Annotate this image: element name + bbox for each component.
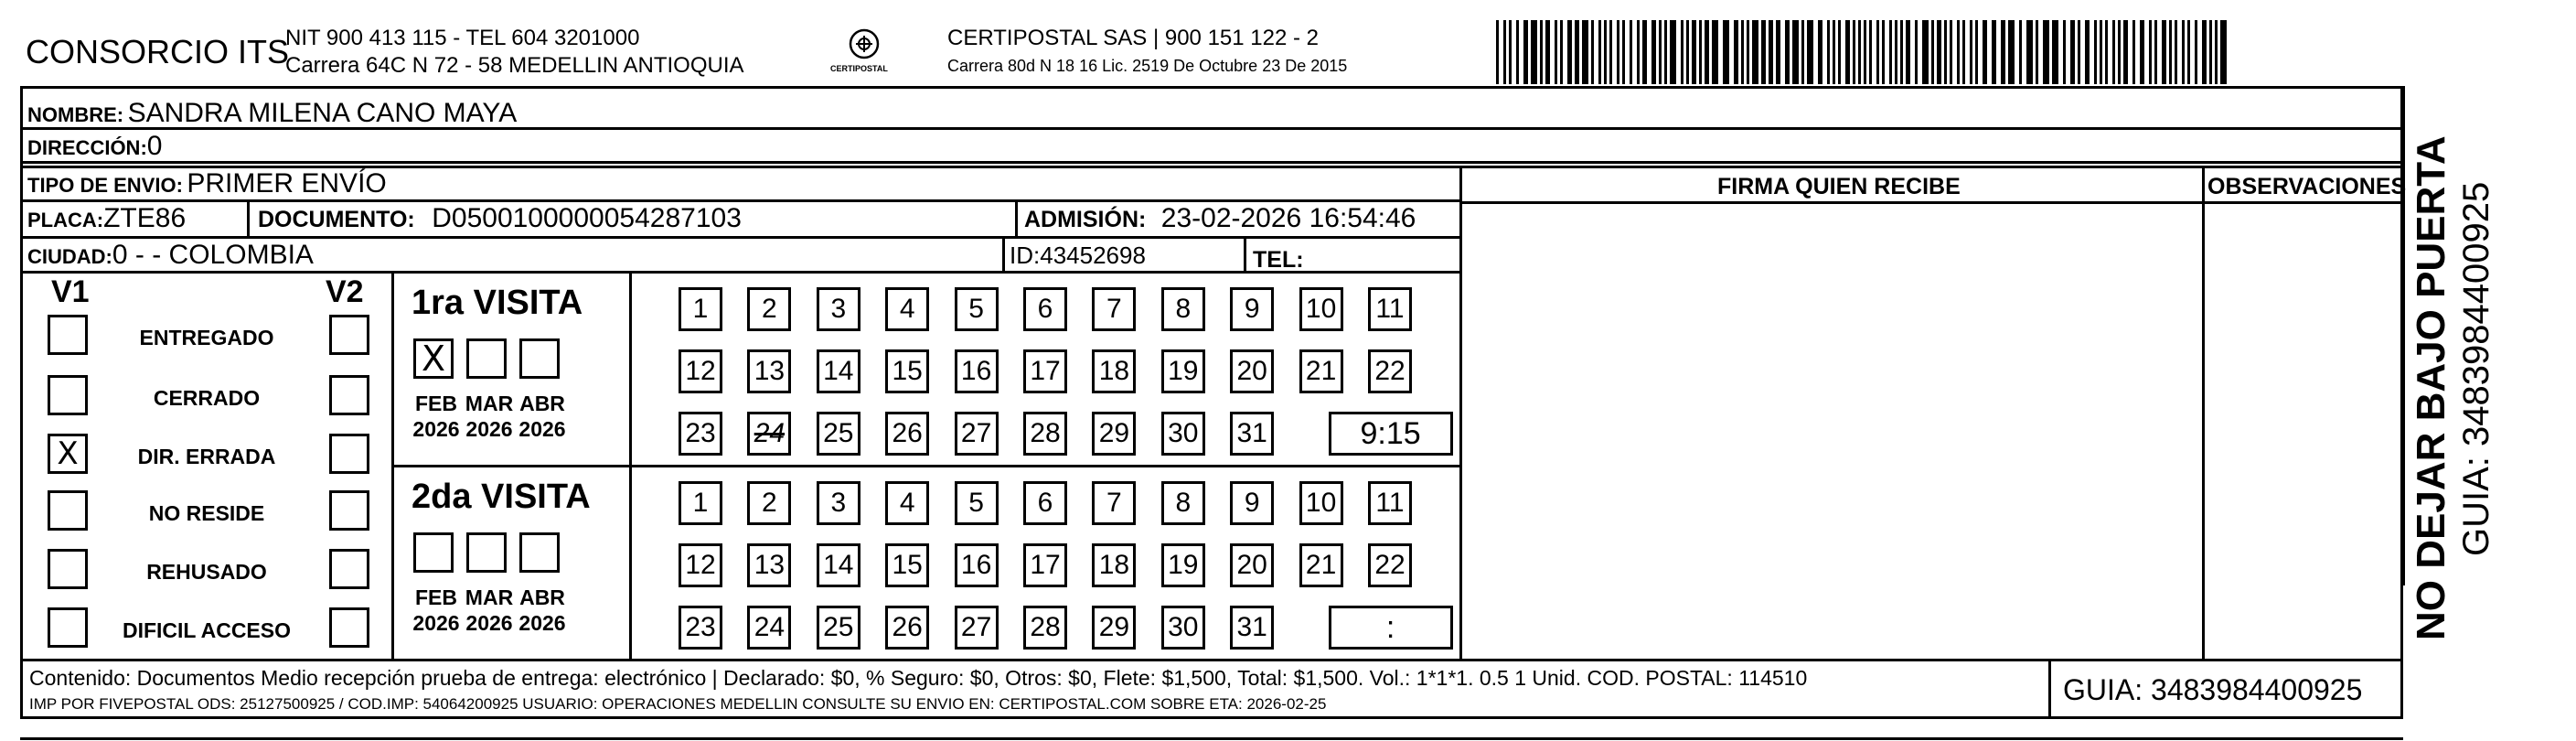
- barcode-bar: [1962, 20, 1965, 84]
- day-cell[interactable]: 2: [747, 481, 791, 525]
- company-name: CONSORCIO ITS: [26, 33, 290, 70]
- barcode-bar: [1692, 20, 1696, 84]
- barcode-bar: [1970, 20, 1972, 84]
- day-cell[interactable]: 4: [885, 287, 929, 331]
- row-line: [20, 271, 1459, 274]
- company-info-line1: NIT 900 413 115 - TEL 604 3201000: [285, 26, 640, 50]
- day-cell[interactable]: 27: [955, 412, 999, 456]
- day-cell[interactable]: 16: [955, 543, 999, 587]
- v2-label: V2: [326, 274, 364, 309]
- barcode-bar: [1944, 20, 1947, 84]
- barcode-bar: [1900, 20, 1903, 84]
- barcode-bar: [2100, 20, 2102, 84]
- day-cell[interactable]: 1: [679, 481, 722, 525]
- visit-divider: [391, 465, 1459, 467]
- day-cell[interactable]: 31: [1230, 412, 1274, 456]
- day-cell[interactable]: 20: [1230, 543, 1274, 587]
- day-cell[interactable]: 10: [1299, 481, 1343, 525]
- v2-checkbox[interactable]: [329, 375, 369, 415]
- barcode-bar: [1785, 20, 1790, 84]
- barcode-bar: [1705, 20, 1709, 84]
- id-value: 43452698: [1040, 242, 1146, 269]
- day-cell[interactable]: 14: [817, 349, 860, 393]
- barcode-bar: [1555, 20, 1557, 84]
- barcode-bar: [1845, 20, 1850, 84]
- tipo-envio-value: PRIMER ENVÍO: [187, 168, 387, 199]
- barcode-bar: [1604, 20, 1607, 84]
- barcode-bar: [1622, 20, 1625, 84]
- carrier-info-line1: CERTIPOSTAL SAS | 900 151 122 - 2: [947, 26, 1319, 50]
- day-cell[interactable]: 2: [747, 287, 791, 331]
- v1-checkbox[interactable]: [48, 549, 88, 589]
- certipostal-logo: [823, 26, 905, 82]
- cell-sep: [247, 199, 250, 236]
- strip-separator: [2402, 86, 2405, 585]
- barcode-bar: [1496, 20, 1499, 84]
- barcode-bar: [1531, 20, 1537, 84]
- month-checkbox-feb[interactable]: [413, 532, 454, 573]
- documento-value: D0500100000054287103: [432, 203, 742, 233]
- barcode-bar: [1630, 20, 1632, 84]
- day-cell[interactable]: 11: [1368, 287, 1412, 331]
- day-cell[interactable]: 21: [1299, 543, 1343, 587]
- month-year: 2026: [412, 611, 460, 635]
- barcode-bar: [2187, 20, 2190, 84]
- month-checkbox-feb[interactable]: X: [413, 338, 454, 379]
- v1-checkbox[interactable]: [48, 315, 88, 355]
- tel-label: TEL:: [1253, 247, 1304, 273]
- no-dejar-bajo-puerta: NO DEJAR BAJO PUERTA: [2409, 135, 2453, 640]
- cell-sep: [1015, 199, 1018, 236]
- barcode-bar: [1853, 20, 1855, 84]
- day-cell[interactable]: 27: [955, 606, 999, 650]
- barcode-bar: [1931, 20, 1934, 84]
- placa-label: PLACA:ZTE86: [27, 203, 187, 233]
- barcode-bar: [2094, 20, 2097, 84]
- barcode-bar: [2220, 20, 2227, 84]
- barcode-bar: [1957, 20, 1960, 84]
- nombre-value: SANDRA MILENA CANO MAYA: [127, 98, 518, 128]
- barcode-bar: [1801, 20, 1804, 84]
- month-name: FEB: [415, 585, 457, 609]
- barcode-bar: [1509, 20, 1512, 84]
- status-label: NO RESIDE: [148, 501, 265, 525]
- day-cell[interactable]: 11: [1368, 481, 1412, 525]
- barcode-bar: [2052, 20, 2058, 84]
- barcode-bar: [2175, 20, 2177, 84]
- barcode-bar: [2202, 20, 2207, 84]
- month-year: 2026: [518, 417, 566, 441]
- month-checkbox-mar[interactable]: [466, 532, 507, 573]
- month-name: ABR: [519, 585, 565, 609]
- day-cell[interactable]: 26: [885, 412, 929, 456]
- placa-value: ZTE86: [103, 203, 187, 233]
- day-cell[interactable]: 28: [1023, 606, 1067, 650]
- month-checkbox-abr[interactable]: [519, 532, 560, 573]
- day-cell[interactable]: 18: [1092, 543, 1136, 587]
- barcode-bar: [2118, 20, 2121, 84]
- barcode-bar: [1882, 20, 1885, 84]
- barcode-bar: [1540, 20, 1543, 84]
- day-cell[interactable]: 4: [885, 481, 929, 525]
- ciudad-label: CIUDAD:0 - - COLOMBIA: [27, 240, 314, 270]
- month-checkbox-mar[interactable]: [466, 338, 507, 379]
- day-cell[interactable]: 9: [1230, 481, 1274, 525]
- day-cell[interactable]: 3: [817, 287, 860, 331]
- barcode-bar: [1670, 20, 1676, 84]
- month-name: MAR: [465, 585, 514, 609]
- barcode-bar: [1609, 20, 1612, 84]
- barcode-bar: [1833, 20, 1835, 84]
- barcode-bar: [2215, 20, 2218, 84]
- barcode-bar: [1575, 20, 1579, 84]
- barcode-bar: [1545, 20, 1550, 84]
- barcode-bar: [1975, 20, 1978, 84]
- barcode-bar: [1858, 20, 1861, 84]
- barcode-bar: [1983, 20, 1987, 84]
- month-name: MAR: [465, 392, 514, 415]
- visit-title: 1ra VISITA: [412, 284, 583, 322]
- direccion-value: 0: [146, 131, 163, 161]
- barcode-bar: [1922, 20, 1929, 84]
- company-info-line2: Carrera 64C N 72 - 58 MEDELLIN ANTIOQUIA: [285, 53, 744, 78]
- barcode-bar: [2149, 20, 2152, 84]
- day-cell[interactable]: 29: [1092, 412, 1136, 456]
- v1-checkbox[interactable]: [48, 490, 88, 531]
- barcode-bar: [2085, 20, 2090, 84]
- barcode-bar: [1699, 20, 1702, 84]
- v1-label: V1: [51, 274, 90, 309]
- status-label: DIR. ERRADA: [137, 445, 276, 468]
- barcode-bar: [1937, 20, 1941, 84]
- day-cell[interactable]: 20: [1230, 349, 1274, 393]
- barcode-bar: [1818, 20, 1822, 84]
- day-cell[interactable]: 5: [955, 481, 999, 525]
- direccion-label: DIRECCIÓN:0: [27, 131, 163, 161]
- barcode-bar: [1712, 20, 1718, 84]
- barcode-bar: [1769, 20, 1773, 84]
- barcode-bar: [2063, 20, 2066, 84]
- barcode-bar: [1807, 20, 1813, 84]
- month-year: 2026: [412, 417, 460, 441]
- status-label: DIFICIL ACCESO: [122, 618, 291, 642]
- time-field[interactable]: 9:15: [1329, 412, 1453, 456]
- v2-checkbox[interactable]: [329, 549, 369, 589]
- barcode-bar: [1741, 20, 1744, 84]
- visit-title: 2da VISITA: [412, 478, 591, 516]
- day-cell[interactable]: 25: [817, 606, 860, 650]
- barcode-bar: [1664, 20, 1667, 84]
- contenido-text: Contenido: Documentos Medio recepción prueba de entrega: electrónico | Declarado: $0, % Seguro: $0, Otros: $0, Flete: $1,500, Total: $1,500. Vol.: 1*1*1. 0.5 1 Unid. COD. POSTAL: 114510: [29, 666, 1808, 690]
- time-field[interactable]: :: [1329, 606, 1453, 650]
- day-cell[interactable]: 8: [1161, 481, 1205, 525]
- v2-checkbox[interactable]: [329, 607, 369, 648]
- barcode-bar: [1651, 20, 1656, 84]
- barcode: [1496, 20, 2228, 84]
- day-cell[interactable]: 10: [1299, 287, 1343, 331]
- barcode-bar: [2132, 20, 2135, 84]
- day-cell[interactable]: 13: [747, 543, 791, 587]
- barcode-bar: [2001, 20, 2005, 84]
- month-year: 2026: [465, 417, 513, 441]
- barcode-bar: [1681, 20, 1683, 84]
- row-line: [1459, 201, 2402, 204]
- barcode-bar: [1864, 20, 1866, 84]
- tipo-envio-label: TIPO DE ENVIO: PRIMER ENVÍO: [27, 168, 387, 199]
- barcode-bar: [2008, 20, 2015, 84]
- barcode-bar: [1752, 20, 1758, 84]
- day-cell[interactable]: 6: [1023, 481, 1067, 525]
- id-label: ID:43452698: [1010, 242, 1146, 269]
- footer-line: [20, 659, 2403, 661]
- day-cell[interactable]: 13: [747, 349, 791, 393]
- day-cell[interactable]: 29: [1092, 606, 1136, 650]
- barcode-bar: [2070, 20, 2075, 84]
- day-cell[interactable]: 28: [1023, 412, 1067, 456]
- barcode-bar: [1516, 20, 1519, 84]
- barcode-bar: [1686, 20, 1689, 84]
- day-cell[interactable]: 25: [817, 412, 860, 456]
- day-cell[interactable]: 15: [885, 349, 929, 393]
- day-cell[interactable]: 19: [1161, 543, 1205, 587]
- barcode-bar: [2105, 20, 2108, 84]
- month-year: 2026: [465, 611, 513, 635]
- barcode-bar: [1591, 20, 1594, 84]
- barcode-bar: [1869, 20, 1872, 84]
- day-cell[interactable]: 7: [1092, 287, 1136, 331]
- day-cell[interactable]: 31: [1230, 606, 1274, 650]
- barcode-bar: [2078, 20, 2080, 84]
- firma-label: FIRMA QUIEN RECIBE: [1717, 174, 1961, 199]
- day-cell[interactable]: 6: [1023, 287, 1067, 331]
- obs-left-border: [2202, 166, 2205, 659]
- barcode-bar: [1992, 20, 1996, 84]
- barcode-bar: [1895, 20, 1897, 84]
- barcode-bar: [2162, 20, 2166, 84]
- month-year: 2026: [518, 611, 566, 635]
- barcode-bar: [2195, 20, 2197, 84]
- day-cell[interactable]: 19: [1161, 349, 1205, 393]
- barcode-bar: [1723, 20, 1729, 84]
- day-cell[interactable]: 12: [679, 543, 722, 587]
- barcode-bar: [2154, 20, 2157, 84]
- observaciones-label: OBSERVACIONES: [2207, 174, 2407, 199]
- v1-checkbox[interactable]: [48, 375, 88, 415]
- documento-label: DOCUMENTO: D0500100000054287103: [258, 203, 742, 233]
- day-cell[interactable]: 17: [1023, 543, 1067, 587]
- barcode-bar: [2026, 20, 2033, 84]
- nombre-label: NOMBRE: SANDRA MILENA CANO MAYA: [27, 98, 518, 128]
- logo-icon: [823, 26, 905, 82]
- barcode-bar: [1876, 20, 1879, 84]
- day-cell[interactable]: 3: [817, 481, 860, 525]
- day-cell[interactable]: 8: [1161, 287, 1205, 331]
- imp-text: IMP POR FIVEPOSTAL ODS: 25127500925 / COD.IMP: 54064200925 USUARIO: OPERACIONES MEDELLIN CONSULTE SU ENVIO EN: CERTIPOSTAL.COM SOBRE ETA: 2026-02-25: [29, 695, 1327, 713]
- day-cell[interactable]: 5: [955, 287, 999, 331]
- barcode-bar: [1560, 20, 1563, 84]
- barcode-bar: [2182, 20, 2185, 84]
- barcode-bar: [2036, 20, 2038, 84]
- barcode-bar: [1838, 20, 1841, 84]
- status-label: CERRADO: [153, 386, 261, 410]
- day-cell[interactable]: 24: [747, 412, 791, 456]
- bottom-rule: [20, 737, 2403, 740]
- admision-value: 23-02-2026 16:54:46: [1160, 203, 1416, 233]
- barcode-bar: [2112, 20, 2115, 84]
- barcode-bar: [1889, 20, 1892, 84]
- ciudad-value: 0 - - COLOMBIA: [112, 240, 314, 270]
- barcode-bar: [1659, 20, 1662, 84]
- v2-checkbox[interactable]: [329, 315, 369, 355]
- barcode-bar: [1617, 20, 1619, 84]
- cell-sep: [1244, 236, 1246, 271]
- vertical-guia: GUIA: 3483984400925: [2456, 181, 2496, 556]
- barcode-bar: [1906, 20, 1910, 84]
- barcode-bar: [2209, 20, 2212, 84]
- barcode-bar: [2019, 20, 2022, 84]
- barcode-bar: [1598, 20, 1601, 84]
- day-cell[interactable]: 23: [679, 412, 722, 456]
- day-cell[interactable]: 12: [679, 349, 722, 393]
- v2-checkbox[interactable]: [329, 490, 369, 531]
- day-cell[interactable]: 17: [1023, 349, 1067, 393]
- barcode-bar: [1734, 20, 1738, 84]
- visit-month-divider: [629, 271, 632, 659]
- carrier-info-line2: Carrera 80d N 18 16 Lic. 2519 De Octubre 23 De 2015: [947, 57, 1348, 75]
- day-cell[interactable]: 14: [817, 543, 860, 587]
- day-cell[interactable]: 26: [885, 606, 929, 650]
- barcode-bar: [1637, 20, 1640, 84]
- day-cell[interactable]: 16: [955, 349, 999, 393]
- barcode-bar: [1761, 20, 1766, 84]
- barcode-bar: [2169, 20, 2172, 84]
- row-line: [20, 199, 1459, 202]
- v2-checkbox[interactable]: [329, 434, 369, 474]
- footer-guia: GUIA: 3483984400925: [2063, 673, 2363, 706]
- day-cell[interactable]: 9: [1230, 287, 1274, 331]
- month-name: FEB: [415, 392, 457, 415]
- barcode-bar: [1792, 20, 1799, 84]
- v1-checkbox[interactable]: X: [48, 434, 88, 474]
- barcode-bar: [1642, 20, 1647, 84]
- day-cell[interactable]: 22: [1368, 349, 1412, 393]
- barcode-bar: [1776, 20, 1780, 84]
- guia-box-border: [2048, 659, 2051, 719]
- row-line: [20, 161, 2402, 164]
- day-cell[interactable]: 30: [1161, 606, 1205, 650]
- logo-text: CERTIPOSTAL: [830, 64, 888, 73]
- day-cell[interactable]: 23: [679, 606, 722, 650]
- barcode-bar: [1915, 20, 1918, 84]
- status-label: ENTREGADO: [139, 326, 274, 349]
- cell-sep: [1002, 236, 1005, 271]
- admision-label: ADMISIÓN: 23-02-2026 16:54:46: [1024, 203, 1416, 233]
- barcode-bar: [1827, 20, 1830, 84]
- day-cell[interactable]: 30: [1161, 412, 1205, 456]
- day-cell[interactable]: 7: [1092, 481, 1136, 525]
- month-name: ABR: [519, 392, 565, 415]
- day-cell[interactable]: 21: [1299, 349, 1343, 393]
- barcode-bar: [1950, 20, 1952, 84]
- day-cell[interactable]: 24: [747, 606, 791, 650]
- month-checkbox-abr[interactable]: [519, 338, 560, 379]
- status-label: REHUSADO: [146, 560, 267, 584]
- barcode-bar: [2140, 20, 2144, 84]
- day-cell[interactable]: 18: [1092, 349, 1136, 393]
- v1-checkbox[interactable]: [48, 607, 88, 648]
- barcode-bar: [1523, 20, 1528, 84]
- barcode-bar: [1582, 20, 1588, 84]
- barcode-bar: [1567, 20, 1572, 84]
- day-cell[interactable]: 22: [1368, 543, 1412, 587]
- firma-left-border: [1459, 166, 1462, 659]
- barcode-bar: [1503, 20, 1506, 84]
- barcode-bar: [2123, 20, 2128, 84]
- day-cell[interactable]: 15: [885, 543, 929, 587]
- barcode-bar: [1747, 20, 1749, 84]
- barcode-bar: [2043, 20, 2049, 84]
- day-cell[interactable]: 1: [679, 287, 722, 331]
